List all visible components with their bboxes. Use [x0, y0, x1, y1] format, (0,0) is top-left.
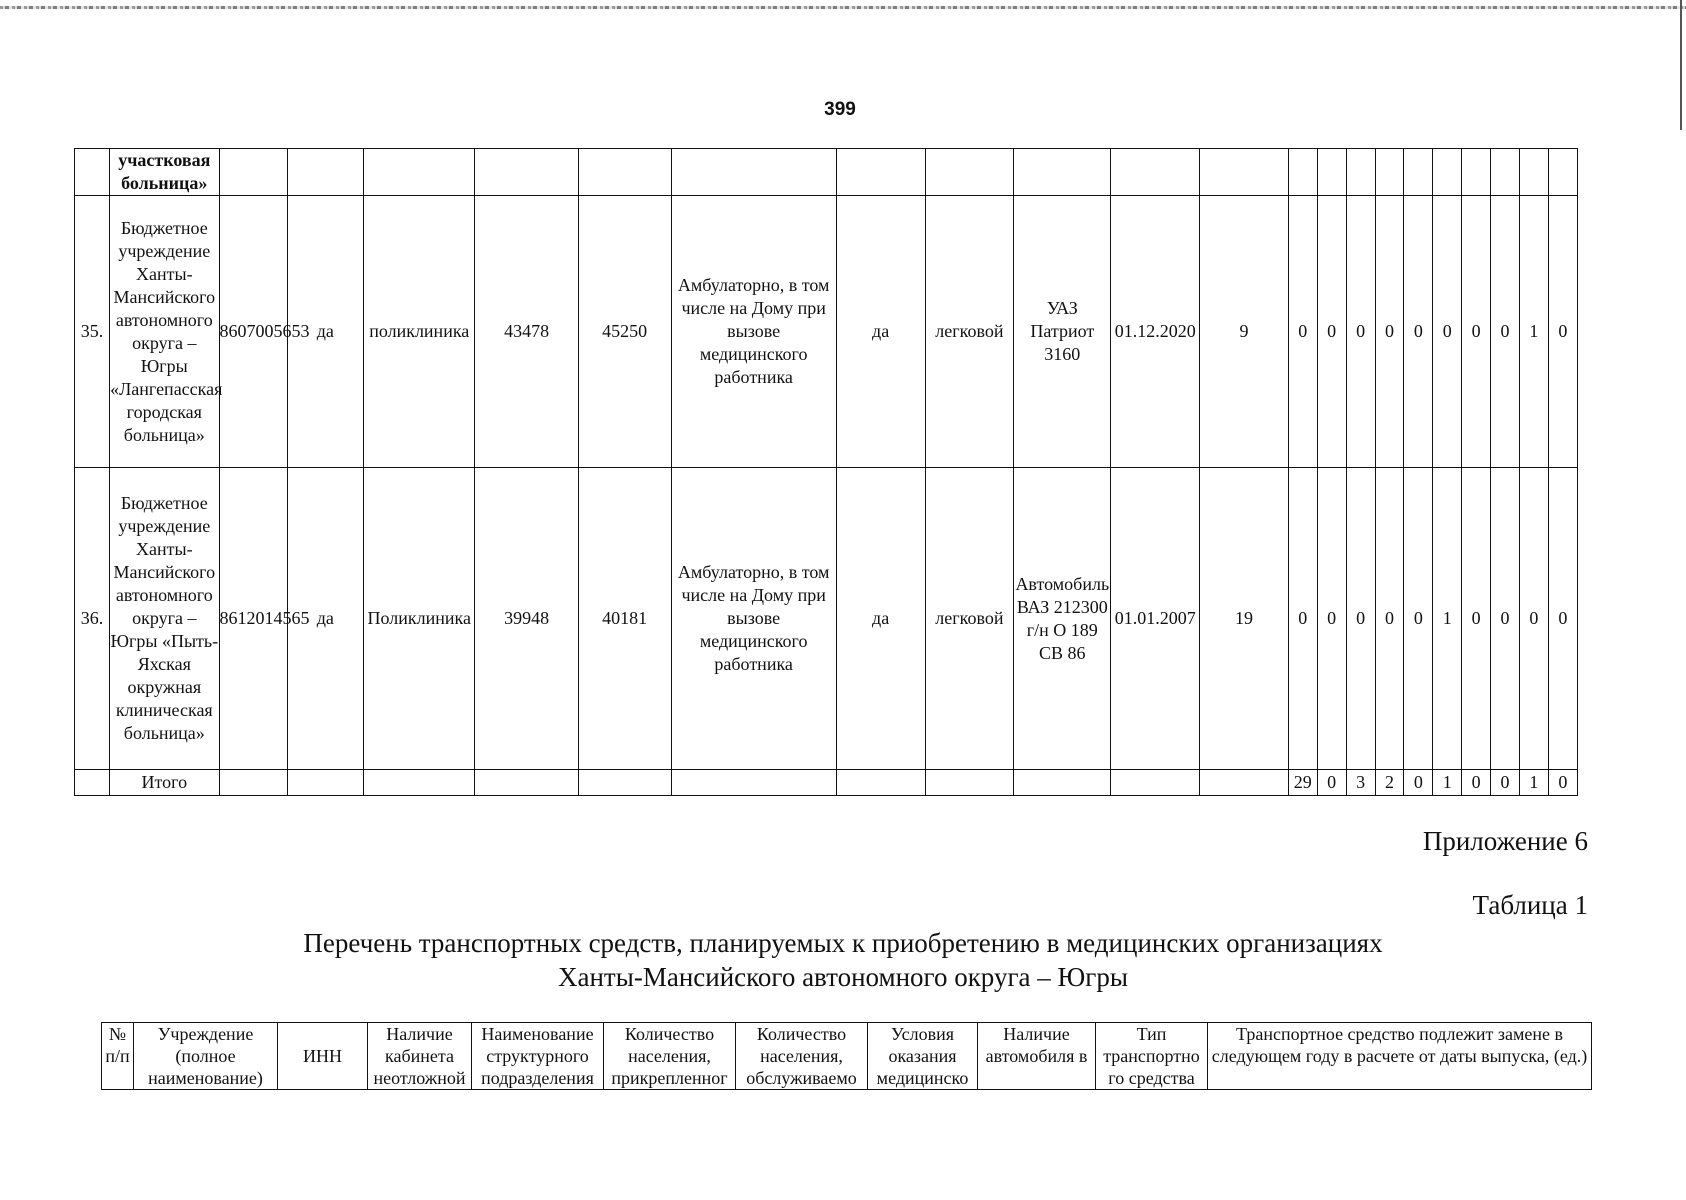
count-cell: 0 — [1346, 468, 1375, 770]
total-count: 1 — [1519, 770, 1548, 796]
header-car: Наличие автомобиля в — [978, 1023, 1096, 1090]
population-attached: 39948 — [475, 468, 578, 770]
header-conditions: Условия оказания медицинско — [868, 1023, 978, 1090]
vehicle-type: легковой — [925, 468, 1014, 770]
header-num: № п/п — [102, 1023, 134, 1090]
population-attached: 43478 — [475, 196, 578, 468]
release-date: 01.12.2020 — [1111, 196, 1200, 468]
count-cell: 0 — [1491, 468, 1520, 770]
total-count: 0 — [1404, 770, 1433, 796]
total-count: 1 — [1433, 770, 1462, 796]
total-row — [75, 770, 1578, 796]
release-date: 01.01.2007 — [1111, 468, 1200, 770]
count-cell: 0 — [1548, 196, 1577, 468]
scan-edge — [1680, 0, 1682, 130]
subdivision: Поликлиника — [364, 468, 475, 770]
scan-artifact-line — [0, 6, 1686, 9]
document-title — [0, 926, 1686, 994]
row-number: 35. — [75, 196, 110, 468]
institution-name-continued: участковая больница» — [110, 149, 219, 196]
header-pop-attached: Количество населения, прикрепленног — [604, 1023, 736, 1090]
count-cell: 0 — [1375, 468, 1404, 770]
count-cell: 0 — [1317, 196, 1346, 468]
total-count: 2 — [1375, 770, 1404, 796]
header-inn: ИНН — [278, 1023, 368, 1090]
vehicle-type: легковой — [925, 196, 1014, 468]
header-pop-served: Количество населения, обслуживаемо — [736, 1023, 868, 1090]
car-available: да — [836, 468, 925, 770]
table-label: Таблица 1 — [1472, 890, 1588, 920]
inn: 8612014565 — [219, 468, 287, 770]
subdivision: поликлиника — [364, 196, 475, 468]
vehicle-age: 9 — [1200, 196, 1289, 468]
count-cell: 0 — [1433, 196, 1462, 468]
row-number: 36. — [75, 468, 110, 770]
header-cabinet: Наличие кабинета неотложной — [368, 1023, 472, 1090]
count-cell: 0 — [1462, 468, 1491, 770]
cabinet: да — [287, 468, 363, 770]
count-cell: 0 — [1346, 196, 1375, 468]
institution-name: Бюджетное учреждение Ханты-Мансийского автономного округа – Югры «Лангепасская городская больница» — [110, 196, 219, 468]
count-cell: 1 — [1433, 468, 1462, 770]
page-number: 399 — [824, 99, 856, 120]
count-cell: 0 — [1548, 468, 1577, 770]
care-conditions: Амбулаторно, в том числе на Дому при вызове медицинского работника — [671, 468, 836, 770]
title-line-1: Перечень транспортных средств, планируемых к приобретению в медицинских организациях — [303, 928, 1383, 958]
header-subdivision: Наименование структурного подразделения — [472, 1023, 604, 1090]
appendix-label: Приложение 6 — [1422, 826, 1588, 856]
count-cell: 0 — [1404, 468, 1433, 770]
continued-row — [75, 149, 1578, 196]
count-cell: 0 — [1462, 196, 1491, 468]
header-replacement: Транспортное средство подлежит замене в следующем году в расчете от даты выпуска, (ед.) — [1208, 1023, 1592, 1090]
count-cell: 0 — [1404, 196, 1433, 468]
population-served: 45250 — [578, 196, 671, 468]
count-cell: 1 — [1519, 196, 1548, 468]
institution-name: Бюджетное учреждение Ханты-Мансийского автономного округа – Югры «Пыть-Яхская окружная клиническая больница» — [110, 468, 219, 770]
total-count: 29 — [1288, 770, 1317, 796]
inn: 8607005653 — [219, 196, 287, 468]
total-count: 0 — [1317, 770, 1346, 796]
count-cell: 0 — [1288, 196, 1317, 468]
total-count: 0 — [1462, 770, 1491, 796]
vehicle-model: Автомобиль ВАЗ 212300 г/н О 189 СВ 86 — [1014, 468, 1111, 770]
table-row — [75, 468, 1578, 770]
header-institution: Учреждение (полное наименование) — [134, 1023, 278, 1090]
vehicle-age: 19 — [1200, 468, 1289, 770]
count-cell: 0 — [1519, 468, 1548, 770]
care-conditions: Амбулаторно, в том числе на Дому при вызове медицинского работника — [671, 196, 836, 468]
transport-table-continued — [74, 148, 1578, 796]
total-count: 0 — [1491, 770, 1520, 796]
total-label: Итого — [110, 770, 219, 796]
count-cell: 0 — [1491, 196, 1520, 468]
table-row — [75, 196, 1578, 468]
header-row — [102, 1023, 1592, 1090]
vehicle-model: УАЗ Патриот 3160 — [1014, 196, 1111, 468]
count-cell: 0 — [1288, 468, 1317, 770]
header-type: Тип транспортно го средства — [1096, 1023, 1208, 1090]
count-cell: 0 — [1375, 196, 1404, 468]
total-count: 0 — [1548, 770, 1577, 796]
count-cell: 0 — [1317, 468, 1346, 770]
title-line-2: Ханты-Мансийского автономного округа – Югры — [558, 962, 1128, 992]
transport-table-header — [101, 1022, 1592, 1090]
total-count: 3 — [1346, 770, 1375, 796]
population-served: 40181 — [578, 468, 671, 770]
car-available: да — [836, 196, 925, 468]
cabinet: да — [287, 196, 363, 468]
